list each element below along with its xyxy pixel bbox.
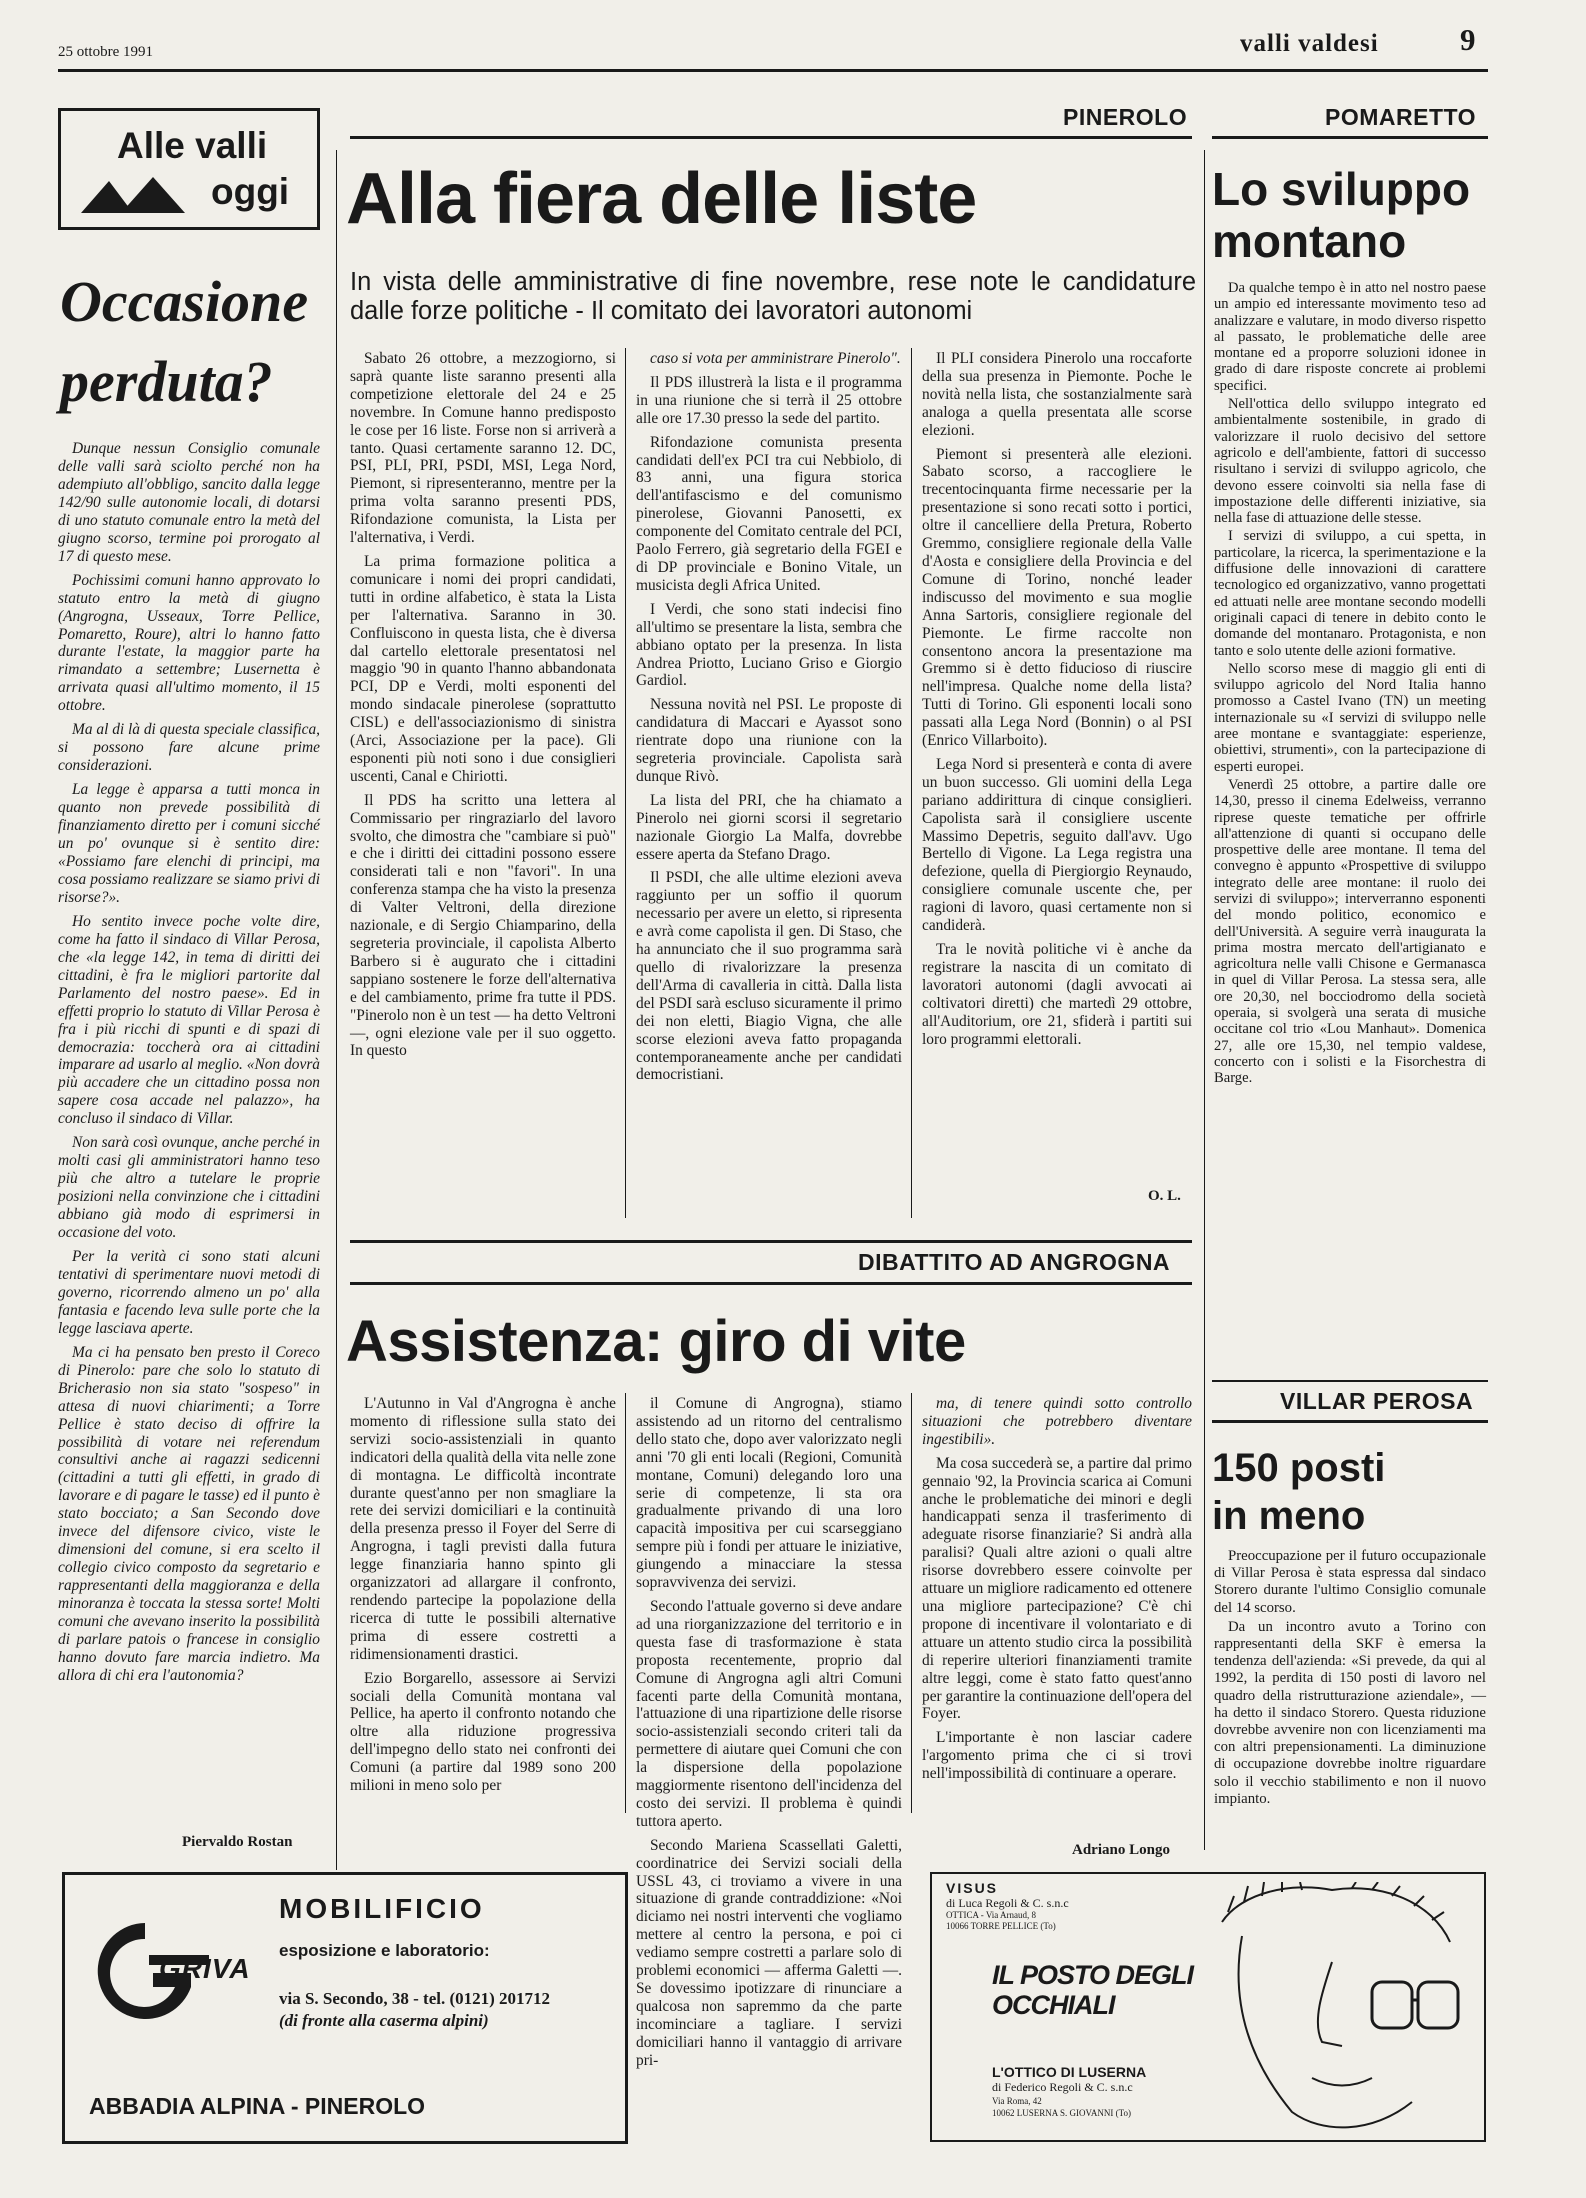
griva-footer: ABBADIA ALPINA - PINEROLO bbox=[89, 2093, 426, 2119]
visus-owner: di Luca Regoli & C. s.n.c bbox=[946, 1896, 1069, 1910]
assistenza-paragraph: Ma cosa succederà se, a partire dal primo gennaio '92, la Provincia scarica ai Comuni anche le problematiche dei minori e degli handicappati senza il trasferimento di adeguate risorse finanziarie? Si andrà alla paralisi? Quali altre azioni o quali altre risorse dovrebbero essere coinvolte per attuare un migliore radicamento ed ottenere una migliore partecipazione? C'è chi propone di incentivare il volontariato e di attuare un attento studio circa la possibilità di reperire ulteriori finanziamenti tramite altre leggi, come è stato fatto quest'anno per garantire la continuazione dell'opera del Foyer. bbox=[922, 1454, 1192, 1723]
fiera-paragraph: I Verdi, che sono stati indecisi fino all'ultimo se presentare la lista, sembra che abbiano optato per la presenza. In lista Andrea Priotto, Luciano Griso e Giorgio Gardiol. bbox=[636, 600, 902, 690]
assistenza-col3 bbox=[922, 1395, 1192, 1789]
editorial-signature: Piervaldo Rostan bbox=[182, 1834, 293, 1850]
fiera-paragraph: Lega Nord si presenterà e conta di avere un buon successo. Gli uomini della Lega pariano addirittura di cinque consiglieri. Capolista sarà il consigliere uscente Massimo Depetris, seguito dall'avv. Ugo Bertello di Vigone. La Lega registra una defezione, quella di Piergiorgio Reynaudo, consigliere comunale uscente che, per ragioni di lavoro, quasi certamente non si candiderà. bbox=[922, 755, 1192, 935]
fiera-paragraph: La prima formazione politica a comunicare i nomi dei propri candidati, tutti in ordine alfabetico, è stata la Lista per l'alternativa. Saranno in 30. Confluiscono in questa lista, che è diversa dal cartello elettorale presentatosi nel maggio '90 in quanto l'hanno abbandonata PCI, DP e Verdi, molti esponenti del mondo sindacale pinerolese (soprattutto CISL) e dell'associazionismo di sinistra (Arci, Associazione per la pace). Gli esponenti più noti sono i due consiglieri uscenti, Canal e Chiriotti. bbox=[350, 552, 616, 785]
column-logo-line1: Alle valli bbox=[117, 125, 268, 166]
mountains-icon bbox=[81, 175, 201, 215]
assistenza-divider-2 bbox=[911, 1393, 912, 1813]
fiera-paragraph: Il PLI considera Pinerolo una roccaforte della sua presenza in Piemonte. Poche le novità nella lista, che sostanzialmente sarà analoga a quella presentata alle scorse elezioni. bbox=[922, 350, 1192, 439]
assistenza-paragraph: il Comune di Angrogna), stiamo assistendo ad un ritorno del centralismo dello stato che, dopo aver valorizzato negli anni '70 gli enti locali (Regioni, Comunità montane, Comuni) delegando loro una serie di competenze, li sta ora gradualmente privando di una loro capacità impositiva per cui scarseggiano sempre più i fondi per attuare le iniziative, giungendo a minacciare la stessa sopravvivenza dei servizi. bbox=[636, 1395, 902, 1592]
editorial-paragraph: Pochissimi comuni hanno approvato lo statuto entro la metà di giugno (Angrogna, Usseaux, Torre Pellice, Pomaretto, Roure), altri lo hanno fatto durante l'estate, la maggior parte ha rimandato a settembre; Lusernetta è arrivata quasi all'ultimo momento, il 15 ottobre. bbox=[58, 571, 320, 715]
fiera-col3 bbox=[922, 350, 1192, 1054]
assistenza-headline: Assistenza: giro di vite bbox=[346, 1309, 966, 1374]
villar-rule bbox=[1212, 1420, 1488, 1423]
assistenza-paragraph: Ezio Borgarello, assessore ai Servizi sociali della Comunità montana val Pellice, ha aperto il confronto notando che oltre alla riduzione progressiva dell'impegno dello stato nei confronti dei Comuni (a partire dal 1989 sono 200 milioni in meno solo per bbox=[350, 1669, 616, 1795]
fiera-paragraph: Piemont si presenterà alle elezioni. Sabato scorso, a raccogliere le trecentocinquanta firme necessarie per la presentazione si sono recati sotto i portici, oltre il cancelliere della Pretura, Roberto Gremmo, consigliere regionale della Valle d'Aosta e consigliere della Provincia e del Comune di Torino, nonché leader indiscusso del movimento e sua moglie Anna Sartoris, consigliere regionale del Piemonte. Le firme raccolte non consentono ancora la presentazione ma Gremmo si è detto fiducioso di riuscire nell'impresa. Qualche nome della lista? Tutti di Torino. Gli esponenti locali sono passati alla Lega Nord (Bonnin) o al PSI (Enrico Villarboito). bbox=[922, 445, 1192, 750]
editorial-paragraph: Ma ci ha pensato ben presto il Coreco di Pinerolo: pare che solo lo statuto di Bricherasio non sia stato "sospeso" in attesa di nuovi chiarimenti; a Torre Pellice è stato deciso di offrire la possibilità di votare nei referendum consultivi anche ai ragazzi sedicenni (cittadini a tutti gli effetti, in grado di lavorare e di pagare le tasse) ed il punto è stato bocciato; a San Secondo dove invece del difensore civico, viste le dimensioni del comune, si era scelto il collegio civico composto da segretario e rappresentanti della maggioranza e della minoranza è toccata la stessa sorte! Molti comuni che avevano inserito la possibilità di parlare patois o francese in consiglio hanno dovuto fare marcia indietro. Ma allora di chi era l'autonomia? bbox=[58, 1343, 320, 1684]
editorial-title-line1: Occasione bbox=[60, 269, 309, 334]
visus-headline: IL POSTO DEGLI OCCHIALI bbox=[992, 1960, 1194, 2020]
section-villar-perosa: VILLAR PEROSA bbox=[1280, 1388, 1474, 1414]
griva-line1: esposizione e laboratorio: bbox=[279, 1941, 490, 1960]
posti-headline-line1: 150 posti bbox=[1212, 1446, 1386, 1490]
fiera-headline: Alla fiera delle liste bbox=[346, 159, 977, 239]
posti-paragraph: Da un incontro avuto a Torino con rappresentanti della SKF è emersa la tendenza dell'azienda: «Si prevede, da qui al 1992, la perdita di 150 posti di lavoro nel quadro della ristrutturazione aziendale», — ha detto il sindaco Storero. Questa riduzione dovrebbe avvenire non con licenziamenti ma con altri prepensionamenti. La diminuzione di occupazione dovrebbe inoltre riguardare solo il vecchio stabilimento e non il nuovo impianto. bbox=[1214, 1618, 1486, 1807]
assistenza-col1 bbox=[350, 1395, 616, 1801]
fiera-paragraph: Il PDS illustrerà la lista e il programma in una riunione che si terrà il 25 ottobre alle ore 17.30 presso la sede del partito. bbox=[636, 373, 902, 427]
assistenza-paragraph: Secondo Mariena Scassellati Galetti, coordinatrice dei Servizi sociali della USSL 43, ci troviamo a vivere in una situazione di grande contraddizione: «Noi diciamo nei nostri interventi che vogliamo mettere al centro la persona, e poi ci vediamo sempre costretti a parlare solo di problemi economici — afferma Galetti —. Se dovessimo ipotizzare di rinunciare a qualcosa non sapremmo da che parte incominciare a tagliare. I servizi domiciliari hanno il vantaggio di arrivare pri- bbox=[636, 1836, 902, 2069]
editorial-paragraph: Per la verità ci sono stati alcuni tentativi di sperimentare nuovi metodi di governo, ricorrendo almeno un po' alla fantasia e facendo leva sulle porte che la legge lasciava aperte. bbox=[58, 1247, 320, 1337]
griva-title: MOBILIFICIO bbox=[279, 1893, 485, 1924]
masthead-rule bbox=[58, 69, 1488, 72]
visus-footer-addr2: 10062 LUSERNA S. GIOVANNI (To) bbox=[992, 2108, 1131, 2118]
editorial-body bbox=[58, 440, 320, 1691]
griva-address: via S. Secondo, 38 - tel. (0121) 201712 bbox=[279, 1989, 551, 2008]
fiera-paragraph: Nessuna novità nel PSI. Le proposte di candidatura di Maccari e Ayassot sono rientrate dopo una riunione con la segreteria provinciale. Capolista sarà dunque Rivò. bbox=[636, 696, 902, 785]
column-logo-line2: oggi bbox=[211, 171, 290, 212]
visus-ad bbox=[930, 1872, 1486, 2142]
fiera-paragraph: Sabato 26 ottobre, a mezzogiorno, si saprà quante liste saranno presenti alla competizione elettorale del 24 e 25 novembre. In Comune hanno predisposto le cose per 16 liste. Forse non si arriverà a tanto. Quasi certamente saranno 12. DC, PSI, PLI, PRI, PSDI, MSI, Lega Nord, Piemont, si ripresenteranno, mentre per la prima volta saranno presenti PDS, Rifondazione comunista, la Lista per l'alternativa, i Verdi. bbox=[350, 350, 616, 547]
fiera-divider-2 bbox=[911, 348, 912, 1218]
sviluppo-paragraph: Venerdì 25 ottobre, a partire dalle ore 14,30, presso il cinema Edelweiss, verranno riprese queste tematiche per offrirle all'attenzione di quanti si occupano delle prospettive delle aree montane. Il tema del convegno è appunto «Prospettive di sviluppo integrato delle aree montane: il ruolo dei servizi di sviluppo»; interverranno esponenti del mondo politico, economico e dell'Università. A seguire verrà inaugurata la prima mostra mercato dell'artigianato e agricoltura nelle valli Chisone e Germanasca in quel di Villar Perosa. La stessa sera, alle ore 20,30, nel bocciodromo della società operaia, si svolgerà una serata di musiche occitane col trio «Lou Manhaut». Domenica 27, alle ore 15,30, nel tempio valdese, concerto con i solisti e la Fisorchestra di Barge. bbox=[1214, 776, 1486, 1087]
assistenza-paragraph: Secondo l'attuale governo si deve andare ad una riorganizzazione del territorio e in questa fase di trasformazione è stata proposta recentemente, proprio dal Comune di Angrogna agli altri Comuni facenti parte della Comunità montana, l'attuazione di una ripartizione delle risorse socio-assistenziali secondo criteri tali da permettere di aiutare quei Comuni che con la dispersione della popolazione maggiormente risentono dell'incidenza del costo dei servizi. Il problema è quindi tuttora aperto. bbox=[636, 1597, 902, 1830]
fiera-divider-1 bbox=[625, 348, 626, 1218]
fiera-signature: O. L. bbox=[1148, 1188, 1181, 1204]
section-angrogna: DIBATTITO AD ANGROGNA bbox=[858, 1249, 1171, 1275]
sviluppo-paragraph: Nello scorso mese di maggio gli enti di sviluppo agricolo del Nord Italia hanno promosso a Castel Ivano (TN) un meeting internazionale su «I servizi di sviluppo nelle aree montane e svantaggiate: esperienze, obiettivi, strumenti», con la partecipazione di esperti europei. bbox=[1214, 660, 1486, 775]
editorial-paragraph: Ho sentito invece poche volte dire, come ha fatto il sindaco di Villar Perosa, che «la legge 142, in tema di diritti dei cittadini, è fra le migliori partorite dal Parlamento del nostro paese». Ed in effetti proprio lo statuto di Villar Perosa è fra i più ricchi di spunti e di spazi di democrazia: toccherà ora ai cittadini imparare ad usarlo al meglio. «Non dovrà più accadere che un cittadino possa non sapere cosa accade nel palazzo», ha concluso il sindaco di Villar. bbox=[58, 912, 320, 1128]
pomaretto-rule bbox=[1212, 136, 1488, 139]
sviluppo-paragraph: I servizi di sviluppo, a cui spetta, in particolare, la ricerca, la sperimentazione e la diffusione delle innovazioni di carattere tecnologico ed organizzativo, vanno progettati ed attuati nelle aree montane secondo modelli originali capaci di tenere in debito conto le domande del montanaro. Protagonista, e non tanto e solo utente delle azioni formative. bbox=[1214, 528, 1486, 659]
fiera-paragraph: Rifondazione comunista presenta candidati dell'ex PCI tra cui Nebbiolo, di 83 anni, una figura storica dell'antifascismo e del comunismo pinerolese, Giovanni Panosetti, ex componente del Comitato centrale del PCI, Paolo Ferrero, già segretario della FGEI e di DP provinciale e Bonino Vitale, un musicista degli Africa United. bbox=[636, 433, 902, 594]
fiera-paragraph: caso si vota per amministrare Pinerolo". bbox=[650, 350, 901, 367]
fiera-subhead: In vista delle amministrative di fine novembre, rese note le candidature dalle forze politiche - Il comitato dei lavoratori autonomi bbox=[350, 268, 1196, 325]
fiera-paragraph: Il PSDI, che alle ultime elezioni aveva raggiunto per un soffio il quorum necessario per avere un eletto, si ripresenta e avrà come capolista il gen. Di Staso, che ha annunciato che il suo programma sarà quello di rivalorizzare la presenza dell'Arma di cavalleria in città. Dalla lista del PSDI sarà escluso sicuramente il primo dei non eletti, Biagio Vigna, che alle scorse elezioni aveva fatto propaganda contemporaneamente anche per candidati democristiani. bbox=[636, 869, 902, 1084]
fiera-paragraph: La lista del PRI, che ha chiamato a Pinerolo nei giorni scorsi il segretario nazionale Giorgio La Malfa, dovrebbe essere aperta da Stefano Drago. bbox=[636, 791, 902, 863]
assistenza-divider-1 bbox=[625, 1393, 626, 1813]
visus-footer-title: L'OTTICO DI LUSERNA bbox=[992, 2064, 1147, 2080]
sviluppo-headline-line2: montano bbox=[1212, 215, 1407, 267]
visus-footer-addr1: Via Roma, 42 bbox=[992, 2096, 1042, 2106]
editorial-paragraph: Dunque nessun Consiglio comunale delle valli sarà sciolto perché non ha adempiuto all'obbligo, sancito dalla legge 142/90 sulle autonomie locali, di dotarsi di uno statuto comunale entro la metà del giugno scorso, termine poi prorogato al 17 di questo mese. bbox=[58, 440, 320, 565]
griva-ad bbox=[62, 1872, 628, 2144]
angrogna-rule bbox=[350, 1282, 1192, 1285]
assistenza-paragraph: L'Autunno in Val d'Angrogna è anche momento di riflessione sulla stato dei servizi socio-assistenziali in quanto indicatori della qualità della vita nelle zone di montagna. Le difficoltà incontrate durante quest'anno per non smagliare la rete dei servizi domiciliari e la continuità della presenza presso il Foyer del Serre di Angrogna, i tagli previsti dalla futura legge finanziaria hanno spinto gli organizzatori ad allargare il confronto, rendendo partecipe la popolazione della ricerca di tutte le possibili alternative prima di essere costretti a ridimensionamenti drastici. bbox=[350, 1395, 616, 1663]
posti-paragraph: Preoccupazione per il futuro occupazionale di Villar Perosa è stata espressa dal sindaco Storero durante l'ultimo Consiglio comunale del 14 scorso. bbox=[1214, 1548, 1486, 1616]
posti-body bbox=[1214, 1548, 1486, 1814]
fiera-col1 bbox=[350, 350, 616, 1066]
right-column-divider bbox=[1204, 150, 1205, 1850]
griva-line3: (di fronte alla caserma alpini) bbox=[279, 2011, 489, 2030]
editorial-paragraph: Ma al di là di questa speciale classifica, si possono fare alcune prime considerazioni. bbox=[58, 721, 320, 775]
visus-addr2: 10066 TORRE PELLICE (To) bbox=[946, 1921, 1056, 1931]
fiera-paragraph: Il PDS ha scritto una lettera al Commissario per ringraziarlo del lavoro svolto, che dimostra che "cambiare si può" e che i diritti dei cittadini possono essere considerati tali e non "favori". In una conferenza stampa che ha visto la presenza di Valter Veltroni, della direzione nazionale, e di Sergio Chiamparino, della segreteria provinciale, il capolista Alberto Barbero si è augurato che i cittadini sappiano sostenere le forze dell'alternativa e del cambiamento, prime fra tutte il PDS. "Pinerolo non è un test — ha detto Veltroni —, ogni elezione vale per il suo oggetto. In questo bbox=[350, 791, 616, 1060]
section-pinerolo: PINEROLO bbox=[1063, 104, 1188, 130]
section-pomaretto: POMARETTO bbox=[1325, 104, 1477, 130]
assistenza-paragraph: ma, di tenere quindi sotto controllo situazioni che potrebbero diventare ingestibili». bbox=[922, 1395, 1192, 1448]
angrogna-top-rule bbox=[350, 1240, 1192, 1243]
issue-date: 25 ottobre 1991 bbox=[58, 44, 153, 60]
pinerolo-rule bbox=[350, 136, 1192, 139]
assistenza-paragraph: L'importante è non lasciar cadere l'argomento prima che ci si trovi nell'impossibilità di continuare a operare. bbox=[922, 1729, 1192, 1783]
sviluppo-paragraph: Nell'ottica dello sviluppo integrato ed ambientalmente sostenibile, in grado di valorizzare il ruolo decisivo del settore agricolo e dell'ambiente, fattori di successo risultano i servizi di sviluppo agricolo, che devono essere coinvolti sia nella fase di impostazione delle differenti iniziative, sia nella fase di attuazione delle stesse. bbox=[1214, 396, 1486, 527]
posti-headline-line2: in meno bbox=[1212, 1494, 1366, 1538]
fiera-col2 bbox=[636, 350, 902, 1090]
visus-footer-owner: di Federico Regoli & C. s.n.c bbox=[992, 2080, 1133, 2094]
villar-top-rule bbox=[1212, 1380, 1488, 1382]
griva-logo-text: GRIVA bbox=[159, 1953, 251, 1984]
page-number: 9 bbox=[1460, 22, 1476, 57]
assistenza-col2 bbox=[636, 1395, 902, 2076]
editorial-title-line2: perduta? bbox=[60, 349, 273, 414]
sviluppo-body bbox=[1214, 280, 1486, 1089]
sviluppo-headline-line1: Lo sviluppo bbox=[1212, 163, 1471, 215]
assistenza-signature: Adriano Longo bbox=[1072, 1842, 1170, 1858]
sviluppo-paragraph: Da qualche tempo è in atto nel nostro paese un ampio ed interessante movimento teso ad analizzare e valutare, in modo diverso rispetto al passato, le problematiche delle aree montane ed a proporre soluzioni idonee in grado di dare risposte concrete ai problemi specifici. bbox=[1214, 280, 1486, 394]
visus-addr1: OTTICA - Via Arnaud, 8 bbox=[946, 1910, 1037, 1920]
visus-brand: VISUS bbox=[946, 1880, 999, 1896]
left-column-divider bbox=[336, 150, 337, 1870]
column-logo bbox=[58, 108, 320, 230]
fiera-paragraph: Tra le novità politiche vi è anche da registrare la nascita di un comitato di lavoratori autonomi (dagli avvocati ai coltivatori diretti) che martedì 29 ottobre, all'Auditorium, ore 21, sfiderà i partiti sui loro programmi elettorali. bbox=[922, 941, 1192, 1048]
paper-name: valli valdesi bbox=[1240, 30, 1379, 57]
editorial-paragraph: La legge è apparsa a tutti monca in quanto non prevede possibilità di finanziamento diretto per i comuni sicché un po' ovunque si è sentito dire: «Possiamo fare elenchi di principi, ma cosa possiamo realizzare se siamo privi di risorse?». bbox=[58, 781, 320, 906]
editorial-paragraph: Non sarà così ovunque, anche perché in molti casi gli amministratori hanno teso più che altro a tutelare le proprie posizioni nella convinzione che i cittadini abbiano già modo di esprimersi in occasione del voto. bbox=[58, 1134, 320, 1242]
